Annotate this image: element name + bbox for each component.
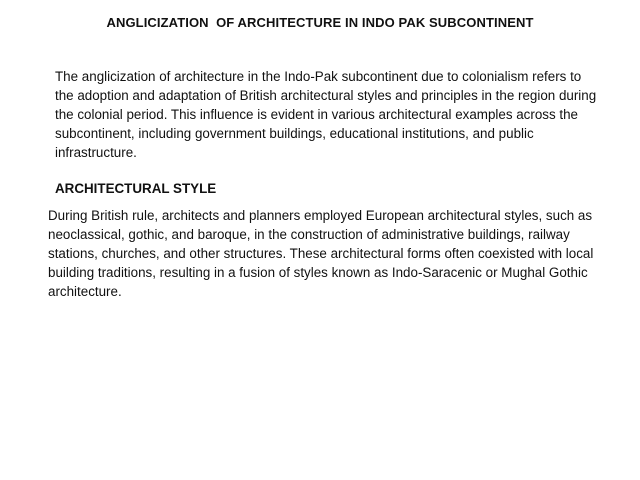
section-paragraph: During British rule, architects and planners employed European architectural styles, such as neoclassical, gothic, and baroque, in the construction of administrative buildings, railway stations, churches, and other structures. These architectural forms often coexisted with local building traditions, resulting in a fusion of styles known as Indo-Saracenic or Mughal Gothic architecture. <box>48 208 594 299</box>
slide-title: ANGLICIZATION OF ARCHITECTURE IN INDO PAK SUBCONTINENT <box>106 15 534 30</box>
intro-paragraph: The anglicization of architecture in the Indo-Pak subcontinent due to colonialism refers to the adoption and adaptation of British architectural styles and principles in the region during the colonial period. This influence is evident in various architectural examples across the subcontinent, including government buildings, educational institutions, and public infrastructure. <box>55 69 597 160</box>
section-heading: ARCHITECTURAL STYLE <box>55 181 217 196</box>
